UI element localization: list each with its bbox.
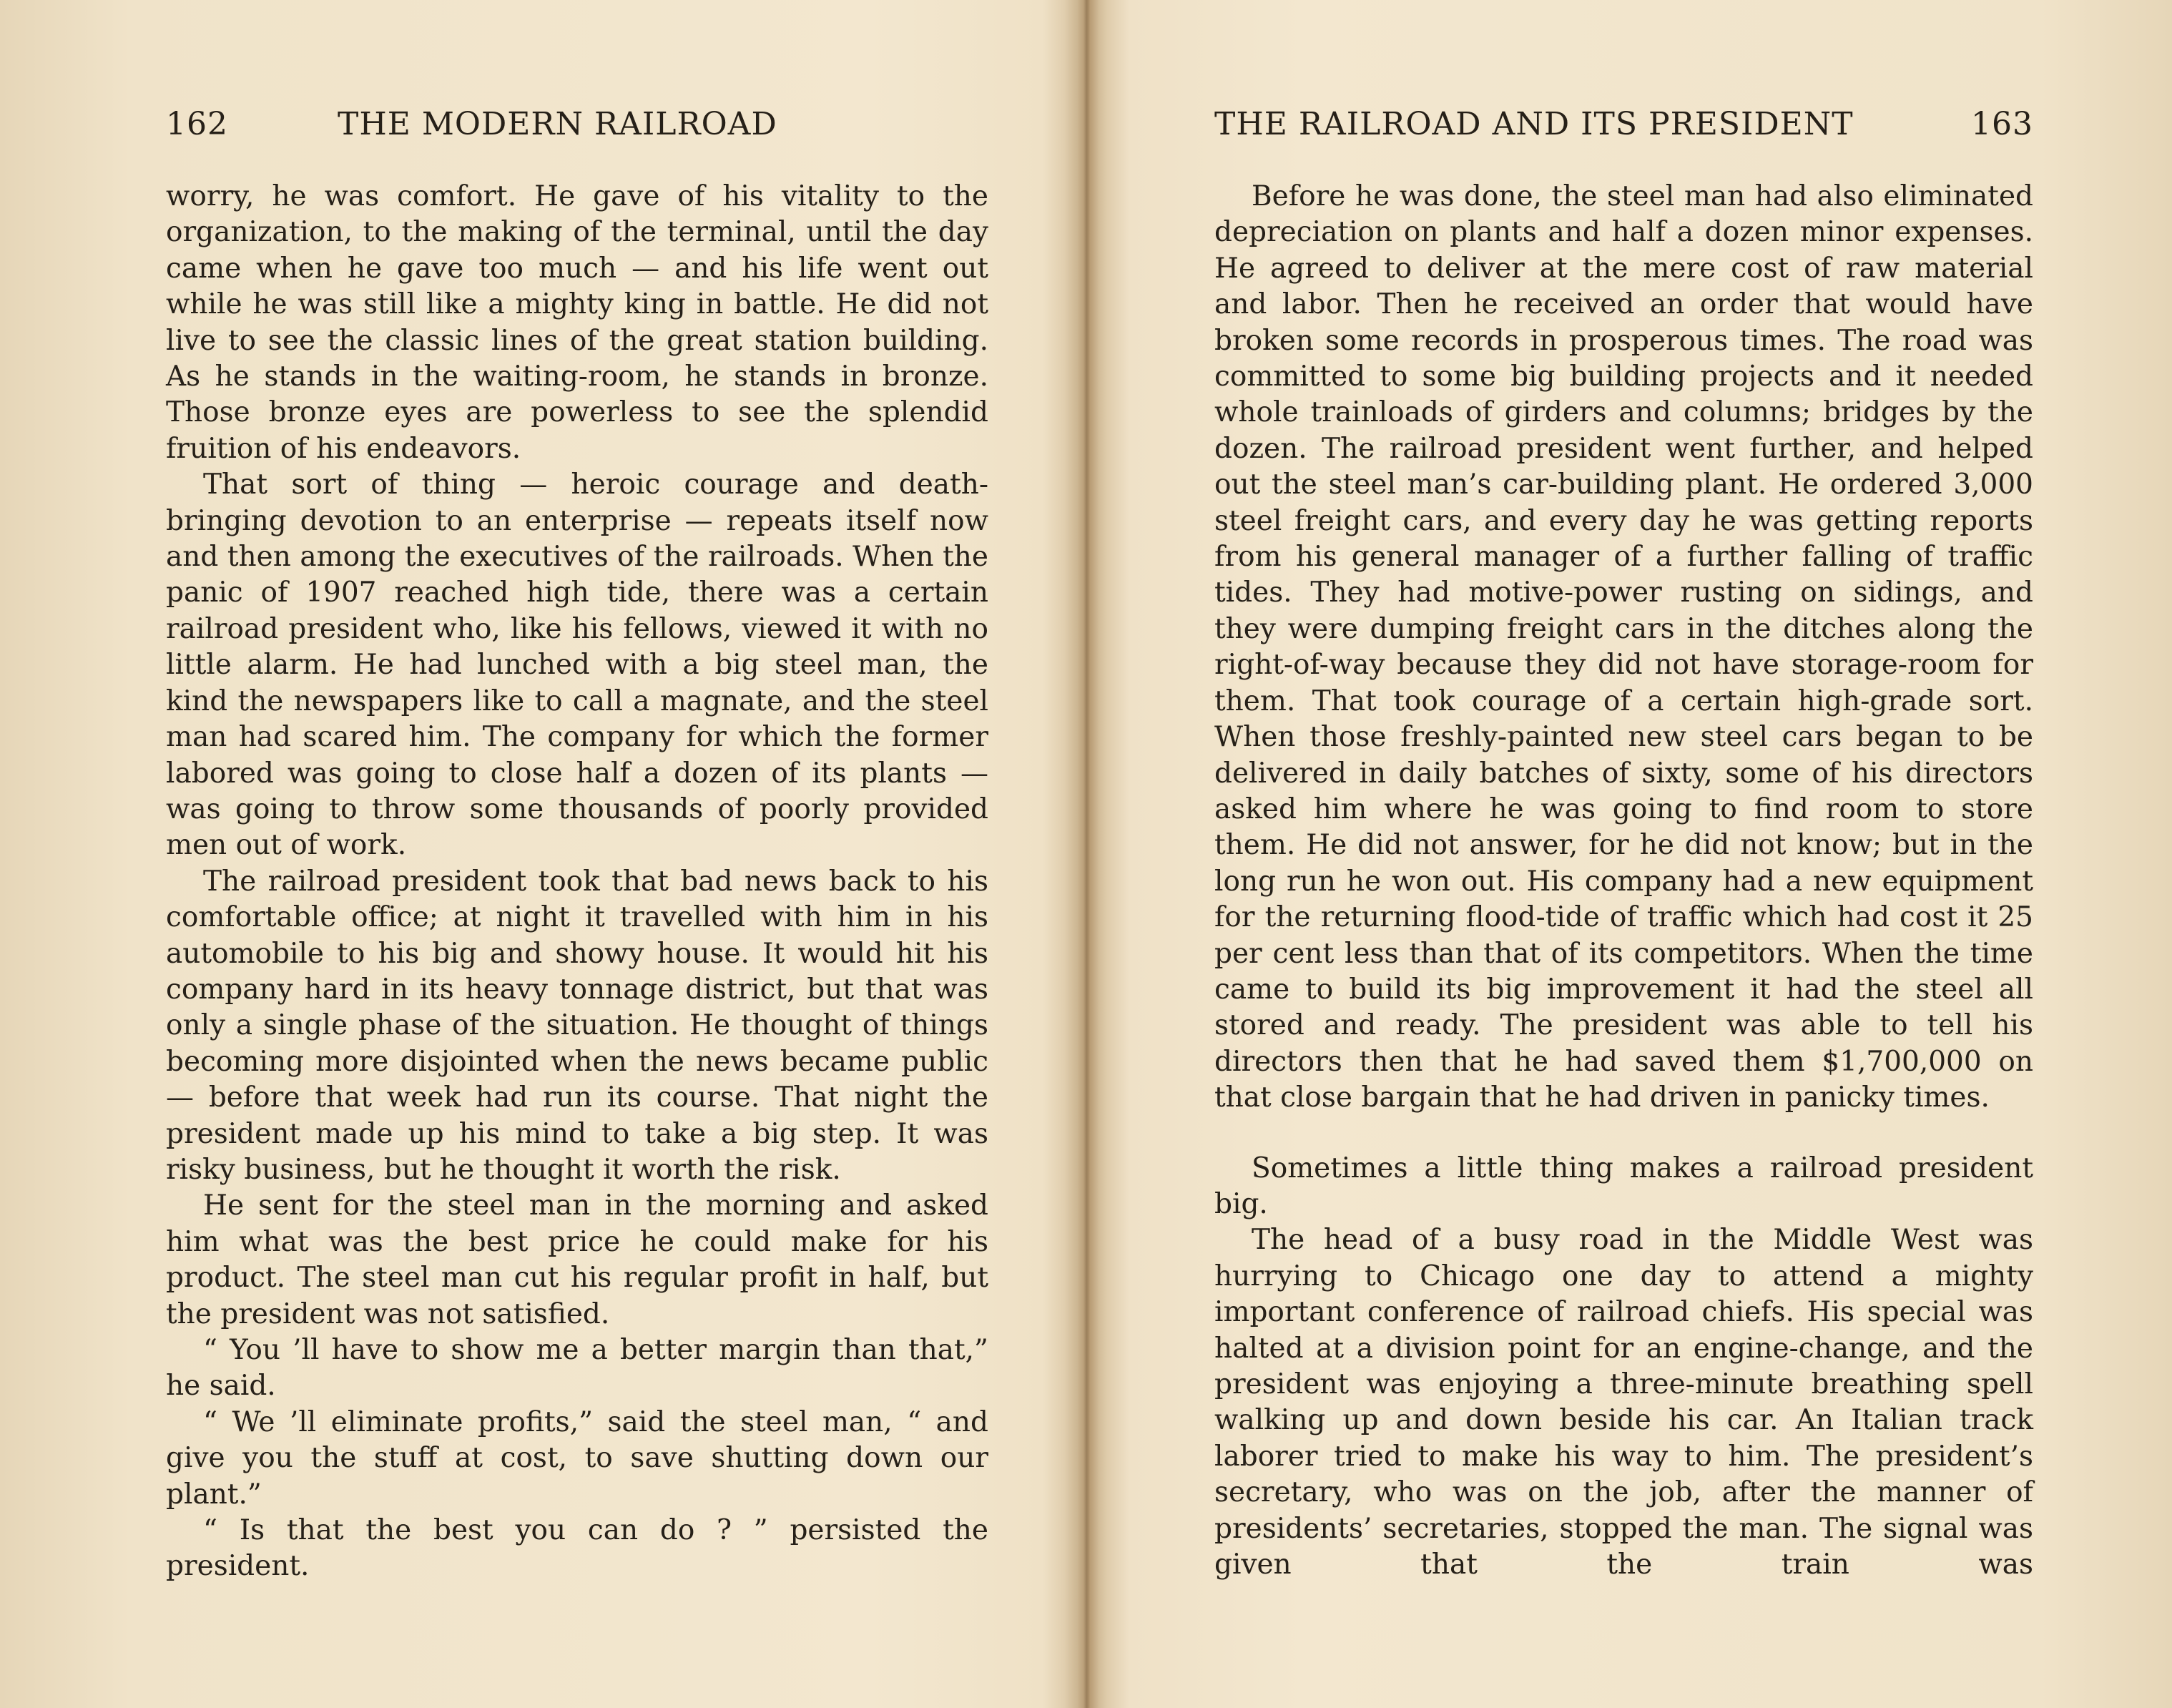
paragraph: The railroad president took that bad news back to his comfortable office; at night it travelled with him in his automobile to his big and showy house. It would hit his company hard in its heavy tonnage district, but that was only a single phase of the situation. He thought of things becoming more disjointed when the news became public — before that week had run its course. That night the president made up his mind to take a big step. It was risky business, but he thought it worth the risk. <box>166 865 988 1186</box>
right-page-body <box>1214 179 2033 1583</box>
paragraph: The head of a busy road in the Middle West was hurrying to Chicago one day to attend a mighty important conference of railroad chiefs. His special was halted at a division point for an engine-change, and the president was enjoying a three-minute breathing spell walking up and down beside his car. An Italian track laborer tried to make his way to him. The president’s secretary, who was on the job, after the manner of presidents’ secretaries, stopped the man. The signal was given that the train was <box>1214 1224 2033 1581</box>
paragraph: “ You ’ll have to show me a better margin than that,” he said. <box>166 1334 988 1403</box>
left-page-body <box>166 179 988 1585</box>
right-running-title: THE RAILROAD AND ITS PRESIDENT <box>1214 106 1854 142</box>
right-page-header <box>1214 103 2033 146</box>
paragraph: “ Is that the best you can do ? ” persisted the president. <box>166 1514 988 1583</box>
left-page-number: 162 <box>166 106 228 142</box>
paragraph: Sometimes a little thing makes a railroad president big. <box>1214 1152 2033 1220</box>
left-page-header <box>166 103 988 146</box>
paragraph: That sort of thing — heroic courage and death-bringing devotion to an enterprise — repeats itself now and then among the executives of the railroads. When the panic of 1907 reached high tide, there was a certain railroad president who, like his fellows, viewed it with no little alarm. He had lunched with a big steel man, the kind the newspapers like to call a magnate, and the steel man had scared him. The company for which the former labored was going to close half a dozen of its plants — was going to throw some thousands of poorly provided men out of work. <box>166 468 988 862</box>
paragraph: worry, he was comfort. He gave of his vitality to the organization, to the making of the terminal, until the day came when he gave too much — and his life went out while he was still like a mighty king in battle. He did not live to see the classic lines of the great station building. As he stands in the waiting-room, he stands in bronze. Those bronze eyes are powerless to see the splendid fruition of his endeavors. <box>166 180 988 465</box>
left-running-title: THE MODERN RAILROAD <box>338 106 777 142</box>
right-page-number: 163 <box>1971 106 2033 142</box>
paragraph: “ We ’ll eliminate profits,” said the steel man, “ and give you the stuff at cost, to save shutting down our plant.” <box>166 1405 988 1511</box>
right-page <box>1086 0 2172 1708</box>
paragraph: He sent for the steel man in the morning and asked him what was the best price he could make for his product. The steel man cut his regular profit in half, but the president was not satisfied. <box>166 1189 988 1330</box>
paragraph: Before he was done, the steel man had also eliminated depreciation on plants and half a dozen minor expenses. He agreed to deliver at the mere cost of raw material and labor. Then he received an order that would have broken some records in prosperous times. The road was committed to some big building projects and it needed whole trainloads of girders and columns; bridges by the dozen. The railroad president went further, and helped out the steel man’s car-building plant. He ordered 3,000 steel freight cars, and every day he was getting reports from his general manager of a further falling of traffic tides. They had motive-power rusting on sidings, and they were dumping freight cars in the ditches along the right-of-way because they did not have storage-room for them. That took courage of a certain high-grade sort. When those freshly-painted new steel cars began to be delivered in daily batches of sixty, some of his directors asked him where he was going to find room to store them. He did not answer, for he did not know; but in the long run he won out. His company had a new equipment for the returning flood-tide of traffic which had cost it 25 per cent less than that of its competitors. When the time came to build its big improvement it had the steel all stored and ready. The president was able to tell his directors then that he had saved them $1,700,000 on that close bargain that he had driven in panicky times. <box>1214 180 2033 1114</box>
